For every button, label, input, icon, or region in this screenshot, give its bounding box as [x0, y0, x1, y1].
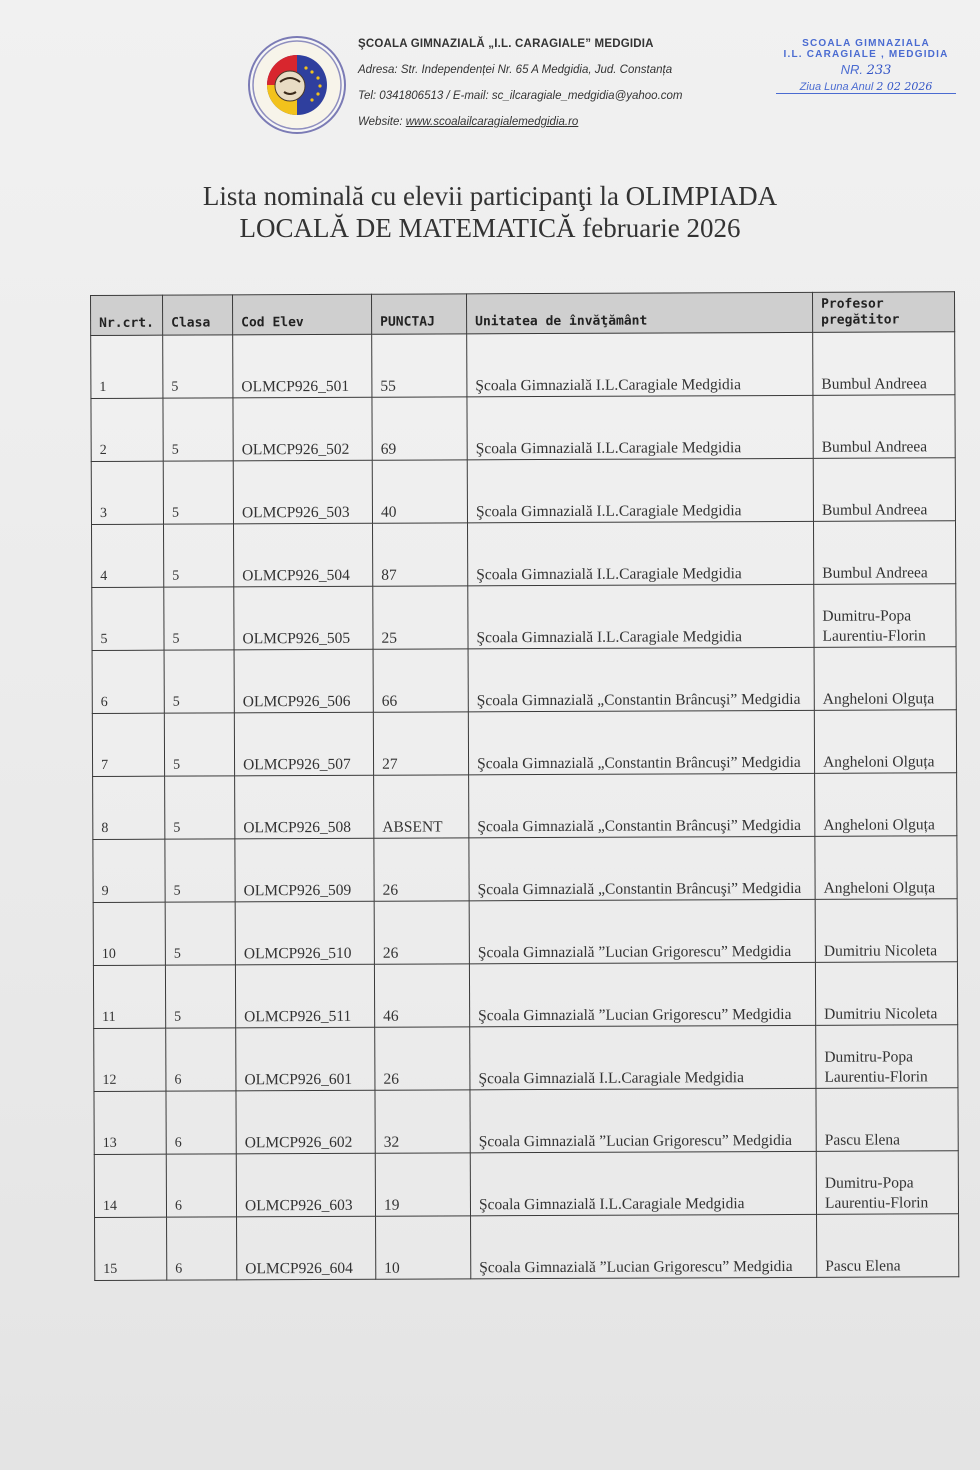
cell-punctaj: 46: [374, 964, 469, 1027]
school-header: [358, 36, 758, 140]
cell-clasa: 6: [166, 1154, 236, 1217]
cell-profesor: Dumitru-Popa Laurentiu-Florin: [816, 1151, 958, 1215]
cell-clasa: 5: [164, 587, 234, 650]
table-row: [94, 1088, 958, 1155]
cell-clasa: 5: [164, 524, 234, 587]
cell-cod: OLMCP926_505: [234, 586, 373, 650]
table-row: [92, 521, 956, 588]
cell-unitate: Şcoala Gimnazială „Constantin Brâncuşi” Medgidia: [468, 710, 814, 775]
cell-clasa: 5: [165, 902, 235, 965]
cell-nr: 2: [91, 398, 163, 461]
page-title: [150, 180, 830, 244]
cell-cod: OLMCP926_601: [236, 1027, 375, 1091]
cell-nr: 15: [95, 1217, 167, 1280]
cell-nr: 14: [94, 1154, 166, 1217]
cell-punctaj: 26: [375, 1027, 470, 1090]
cell-punctaj: 26: [374, 901, 469, 964]
cell-unitate: Şcoala Gimnazială I.L.Caragiale Medgidia: [467, 521, 813, 586]
cell-cod: OLMCP926_511: [235, 964, 374, 1028]
cell-unitate: Şcoala Gimnazială I.L.Caragiale Medgidia: [467, 395, 813, 460]
table-row: [92, 647, 956, 714]
stamp-date-value: 2 02 2026: [876, 80, 933, 93]
cell-clasa: 5: [163, 398, 233, 461]
table-row: [94, 1025, 958, 1092]
table-row: [93, 836, 957, 903]
cell-cod: OLMCP926_510: [235, 901, 374, 965]
title-line-2: LOCALĂ DE MATEMATICĂ februarie 2026: [239, 213, 741, 243]
cell-cod: OLMCP926_506: [234, 649, 373, 713]
table-row: [93, 773, 957, 840]
cell-profesor: Bumbul Andreea: [813, 332, 955, 396]
cell-clasa: 5: [165, 776, 235, 839]
cell-profesor: Dumitriu Nicoleta: [815, 962, 957, 1026]
cell-cod: OLMCP926_504: [234, 523, 373, 587]
cell-unitate: Şcoala Gimnazială ”Lucian Grigorescu” Medgidia: [469, 962, 815, 1027]
cell-nr: 11: [93, 965, 165, 1028]
school-emblem-icon: [250, 38, 344, 132]
cell-nr: 12: [94, 1028, 166, 1091]
cell-unitate: Şcoala Gimnazială ”Lucian Grigorescu” Medgidia: [470, 1088, 816, 1153]
cell-profesor: Angheloni Olguța: [815, 836, 957, 900]
cell-clasa: 6: [166, 1091, 236, 1154]
cell-profesor: Bumbul Andreea: [813, 458, 955, 522]
cell-unitate: Şcoala Gimnazială „Constantin Brâncuşi” Medgidia: [468, 647, 814, 712]
table-row: [94, 1151, 958, 1218]
cell-cod: OLMCP926_508: [235, 775, 374, 839]
cell-unitate: Şcoala Gimnazială ”Lucian Grigorescu” Medgidia: [469, 899, 815, 964]
table-row: [91, 332, 955, 399]
cell-clasa: 5: [164, 713, 234, 776]
cell-clasa: 5: [163, 335, 233, 398]
cell-clasa: 6: [166, 1028, 236, 1091]
stamp-school-line: SCOALA GIMNAZIALA: [802, 38, 930, 49]
website-label: Website:: [358, 116, 403, 128]
cell-cod: OLMCP926_604: [237, 1216, 376, 1280]
cell-punctaj: 26: [374, 838, 469, 901]
school-contact: Tel: 0341806513 / E-mail: sc_ilcaragiale_medgidia@yahoo.com: [358, 90, 683, 102]
school-logo: [248, 36, 346, 134]
cell-nr: 3: [91, 461, 163, 524]
cell-punctaj: 66: [373, 649, 468, 712]
cell-unitate: Şcoala Gimnazială „Constantin Brâncuşi” Medgidia: [469, 836, 815, 901]
table-row: [95, 1214, 959, 1281]
cell-punctaj: ABSENT: [374, 775, 469, 838]
cell-cod: OLMCP926_501: [233, 334, 372, 398]
cell-clasa: 5: [165, 965, 235, 1028]
stamp-date-label: Ziua Luna Anul: [799, 81, 874, 93]
cell-nr: 8: [93, 776, 165, 839]
cell-cod: OLMCP926_507: [234, 712, 373, 776]
cell-unitate: Şcoala Gimnazială ”Lucian Grigorescu” Medgidia: [471, 1214, 817, 1279]
cell-profesor: Dumitriu Nicoleta: [815, 899, 957, 963]
cell-unitate: Şcoala Gimnazială I.L.Caragiale Medgidia: [467, 332, 813, 397]
cell-profesor: Pascu Elena: [817, 1214, 959, 1278]
header-nr: Nr.crt.: [91, 295, 163, 335]
website-link[interactable]: www.scoalailcaragialemedgidia.ro: [405, 116, 579, 128]
cell-clasa: 6: [167, 1217, 237, 1280]
cell-profesor: Angheloni Olguța: [814, 710, 956, 774]
cell-unitate: Şcoala Gimnazială I.L.Caragiale Medgidia: [470, 1151, 816, 1216]
cell-profesor: Dumitru-Popa Laurentiu-Florin: [814, 584, 956, 648]
header-cod-elev: Cod Elev: [233, 294, 372, 335]
cell-punctaj: 19: [375, 1153, 470, 1216]
cell-unitate: Şcoala Gimnazială I.L.Caragiale Medgidia: [470, 1025, 816, 1090]
cell-clasa: 5: [164, 650, 234, 713]
school-name: ŞCOALA GIMNAZIALĂ „I.L. CARAGIALE” MEDGIDIA: [358, 38, 654, 50]
cell-punctaj: 40: [372, 460, 467, 523]
table-row: [93, 899, 957, 966]
cell-profesor: Bumbul Andreea: [813, 521, 955, 585]
table-row: [91, 395, 955, 462]
cell-nr: 9: [93, 839, 165, 902]
stamp-nr-label: NR.: [840, 62, 863, 77]
cell-nr: 10: [93, 902, 165, 965]
cell-cod: OLMCP926_602: [236, 1090, 375, 1154]
cell-nr: 4: [92, 524, 164, 587]
stamp-school-line-2: I.L. CARAGIALE , MEDGIDIA: [783, 49, 949, 60]
table-row: [92, 584, 956, 651]
cell-punctaj: 69: [372, 397, 467, 460]
cell-unitate: Şcoala Gimnazială I.L.Caragiale Medgidia: [467, 458, 813, 523]
registration-stamp: [776, 38, 956, 108]
cell-cod: OLMCP926_603: [236, 1153, 375, 1217]
cell-profesor: Angheloni Olguța: [814, 647, 956, 711]
cell-unitate: Şcoala Gimnazială „Constantin Brâncuşi” Medgidia: [469, 773, 815, 838]
participants-table: [90, 291, 959, 1281]
header-clasa: Clasa: [163, 295, 233, 335]
table-row: [93, 962, 957, 1029]
cell-clasa: 5: [163, 461, 233, 524]
cell-punctaj: 10: [376, 1216, 471, 1279]
table-row: [91, 458, 955, 525]
header-unitate: Unitatea de învăţământ: [466, 292, 812, 334]
table-row: [92, 710, 956, 777]
cell-profesor: Pascu Elena: [816, 1088, 958, 1152]
title-line-1: Lista nominală cu elevii participanţi la OLIMPIADA: [202, 181, 778, 211]
cell-clasa: 5: [165, 839, 235, 902]
cell-unitate: Şcoala Gimnazială I.L.Caragiale Medgidia: [468, 584, 814, 649]
cell-nr: 7: [92, 713, 164, 776]
cell-cod: OLMCP926_502: [233, 397, 372, 461]
cell-nr: 6: [92, 650, 164, 713]
cell-nr: 13: [94, 1091, 166, 1154]
cell-profesor: Bumbul Andreea: [813, 395, 955, 459]
cell-punctaj: 32: [375, 1090, 470, 1153]
cell-nr: 1: [91, 335, 163, 398]
cell-profesor: Angheloni Olguța: [815, 773, 957, 837]
cell-nr: 5: [92, 587, 164, 650]
cell-punctaj: 55: [372, 334, 467, 397]
stamp-nr-value: 233: [866, 63, 892, 78]
cell-cod: OLMCP926_503: [233, 460, 372, 524]
cell-cod: OLMCP926_509: [235, 838, 374, 902]
school-address: Adresa: Str. Independenței Nr. 65 A Medgidia, Jud. Constanța: [358, 64, 673, 76]
header-profesor: Profesor pregătitor: [812, 292, 954, 333]
header-punctaj: PUNCTAJ: [371, 294, 466, 334]
cell-punctaj: 27: [373, 712, 468, 775]
cell-punctaj: 25: [373, 586, 468, 649]
table-header-row: [91, 292, 955, 336]
cell-punctaj: 87: [372, 523, 467, 586]
cell-profesor: Dumitru-Popa Laurentiu-Florin: [816, 1025, 958, 1089]
